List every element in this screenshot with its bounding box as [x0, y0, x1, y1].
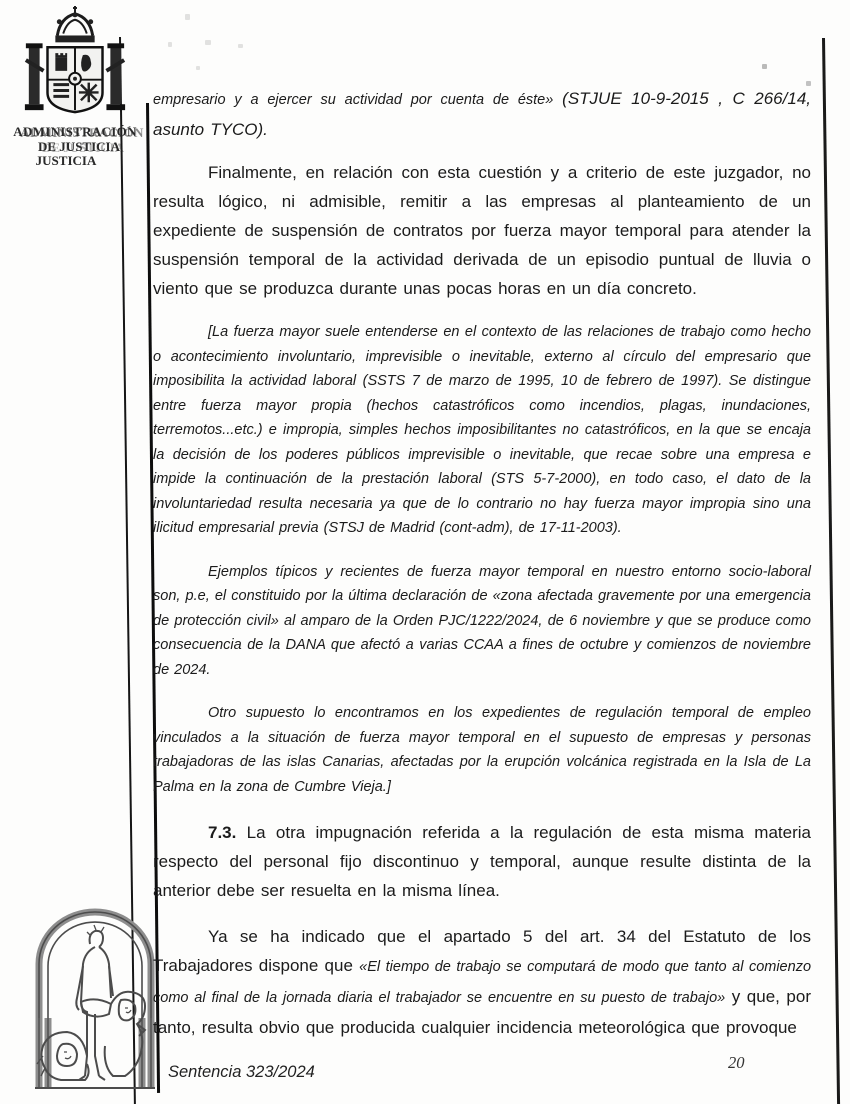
paragraph: [153, 84, 811, 144]
document-reference: Sentencia 323/2024: [168, 1063, 315, 1081]
scan-noise: [205, 40, 211, 45]
paragraph: [153, 158, 811, 303]
text-segment: empresario y a ejercer su actividad por cuenta de éste»: [153, 92, 563, 108]
paragraph: [153, 560, 811, 683]
scan-noise: [196, 66, 200, 70]
scan-noise: [238, 44, 243, 48]
footer-emblem-block: [33, 906, 157, 1099]
header-emblem-block: [6, 6, 144, 169]
scan-noise: [168, 42, 172, 47]
andalusia-hercules-emblem-icon: [33, 906, 157, 1094]
scan-noise: [185, 14, 190, 20]
text-segment: [La fuerza mayor suele entenderse en el contexto de las relaciones de trabajo como hecho o acontecimiento involuntario, imprevisible o inevitable, externo al círculo del empresario que imposibilita la actividad laboral (SSTS 7 de marzo de 1995, 10 de febrero de 1997). Se distingue entre fuerza mayor propia (hechos catastróficos como incendios, plagas, inundaciones, terremotos...etc.) e impropia, simples hechos imposibilitantes no catastróficos, en la que se encaja la decisión de los poderes públicos imprevisible o inevitable, que recae sobre una empresa e impide la continuación de la prestación laboral (STS 5-7-2000), en todo caso, el dato de la involuntariedad resulta necesaria ya que de lo contrario no hay fuerza mayor impropia sino una ilicitud empresarial previa (STSJ de Madrid (cont-adm), de 17-11-2003).: [153, 324, 811, 536]
text-segment: Ejemplos típicos y recientes de fuerza mayor temporal en nuestro entorno socio-laboral son, p.e, el constituido por la última declaración de «zona afectada gravemente por una emergencia de protección civil» al amparo de la Orden PJC/1222/2024, de 6 noviembre y que se produce como consecuencia de la DANA que afectó a varias CCAA a fines de octubre y comienzos de noviembre de 2024.: [153, 563, 811, 678]
right-edge-rule: [822, 38, 840, 1104]
caption-line: DE JUSTICIA: [38, 138, 120, 154]
text-segment: 7.3.: [208, 823, 237, 842]
paragraph: [153, 818, 811, 905]
caption-line: ADMINISTRACIÓN: [13, 124, 137, 139]
text-segment: Otro supuesto lo encontramos en los expedientes de regulación temporal de empleo vinculados a la situación de fuerza mayor temporal en el supuesto de empresas y personas trabajadoras de las islas Canarias, afectadas por la erupción volcánica registrada en la Isla de La Palma en la zona de Cumbre Vieja.]: [153, 705, 811, 795]
administracion-de-justicia-caption: [6, 125, 144, 169]
text-segment: y que, por tanto, resulta obvio que producida cualquier incidencia meteorológica que provoque: [153, 987, 811, 1037]
paragraph: [153, 701, 811, 799]
text-segment: «El tiempo de trabajo se computará de modo que tanto al comienzo como al final de la jornada diaria el trabajador se encuentre en su puesto de trabajo»: [153, 959, 812, 1006]
spanish-coat-of-arms-icon: [16, 6, 134, 118]
page-number: 20: [728, 1053, 745, 1072]
paragraph: [153, 922, 811, 1042]
text-segment: Finalmente, en relación con esta cuestión y a criterio de este juzgador, no resulta lógico, ni admisible, remitir a las empresas al planteamiento de un expediente de suspensión de contratos por fuerza mayor temporal para atender la suspensión temporal de la actividad derivada de un episodio puntual de lluvia o viento que se produzca durante unas pocas horas en un día concreto.: [153, 163, 811, 298]
scan-noise: [762, 64, 767, 69]
text-segment: Ya se ha indicado que el apartado 5 del art. 34 del Estatuto de los Trabajadores dispone que: [153, 927, 811, 975]
paragraph: [153, 320, 811, 541]
text-segment: (STJUE 10-9-2015 , C 266/14, asunto TYCO).: [153, 89, 811, 139]
document-body: [153, 84, 811, 1059]
caption-line: JUSTICIA: [35, 153, 97, 168]
text-segment: La otra impugnación referida a la regulación de esta misma materia respecto del personal fijo discontinuo y temporal, aunque resulte distinta de la anterior debe ser resuelta en la misma línea.: [153, 823, 811, 900]
